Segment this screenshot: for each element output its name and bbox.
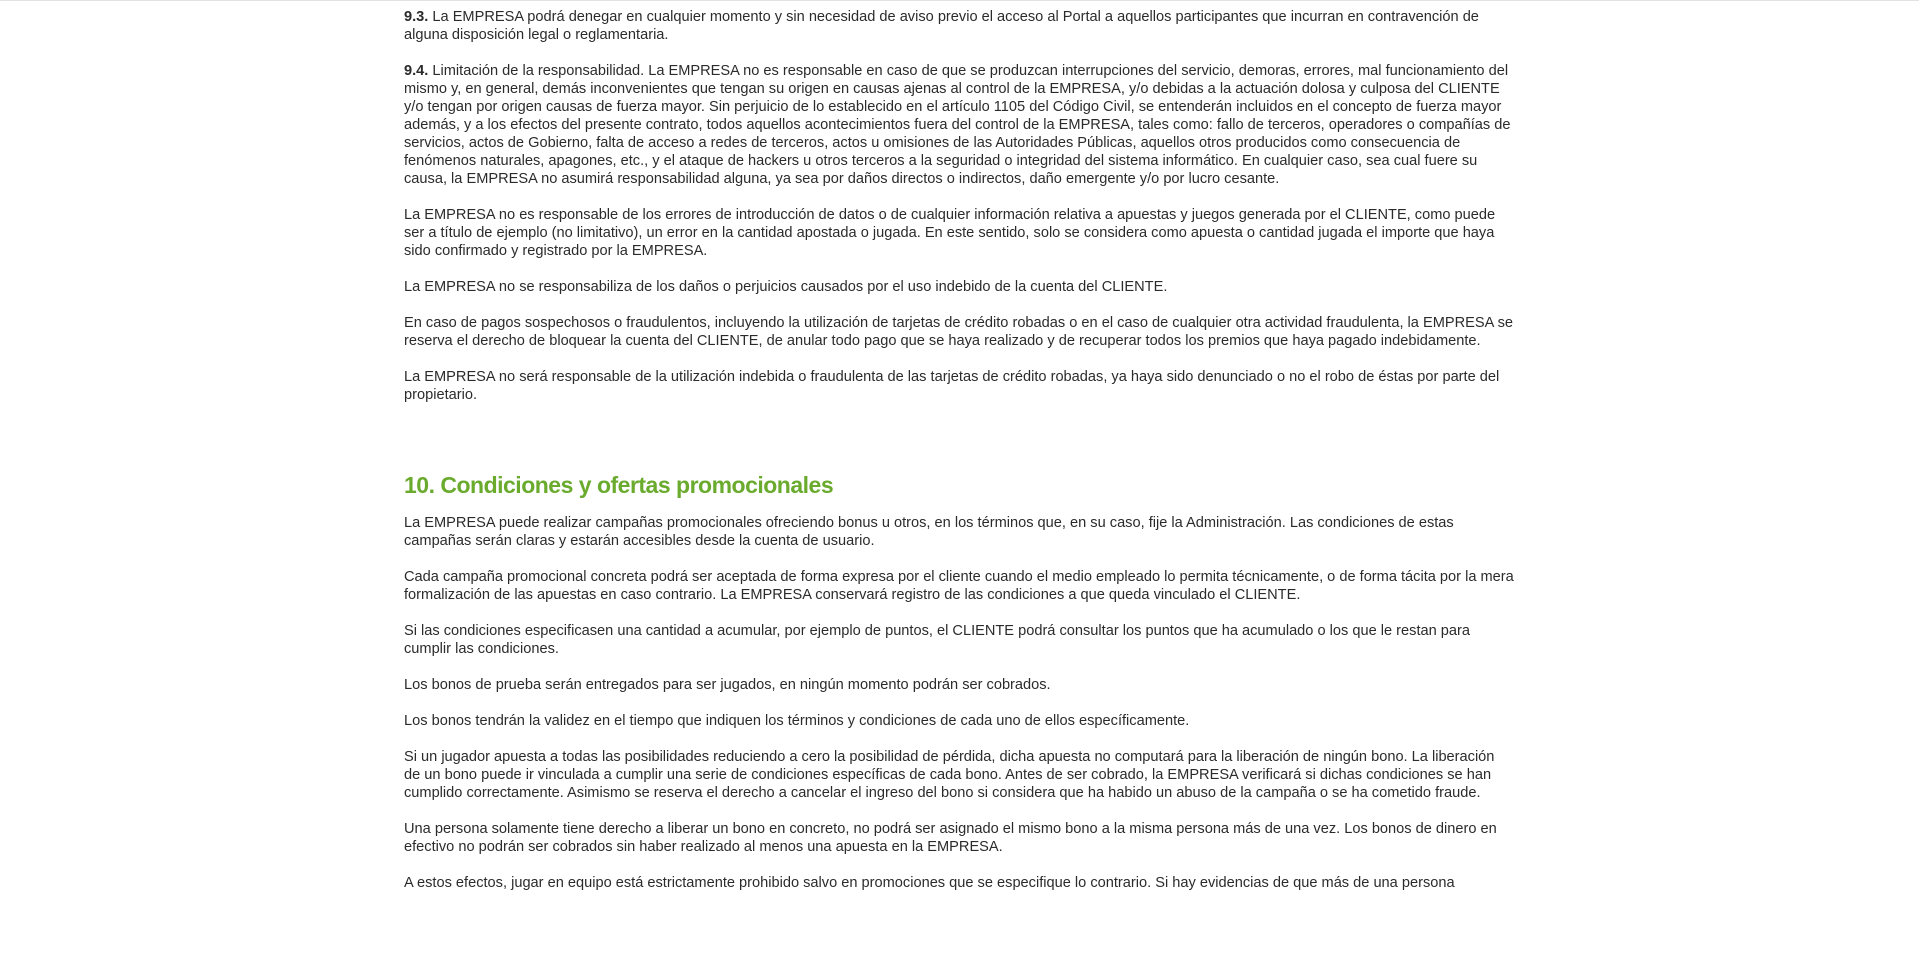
clause-number: 9.4.	[404, 63, 429, 79]
section-heading: 10. Condiciones y ofertas promocionales	[404, 472, 834, 498]
clause-9-4	[404, 62, 1514, 188]
paragraph: Si las condiciones especificasen una cantidad a acumular, por ejemplo de puntos, el CLIENTE podrá consultar los puntos que ha acumulado o los que le restan para cumplir las condiciones.	[404, 623, 1470, 657]
paragraph: A estos efectos, jugar en equipo está estrictamente prohibido salvo en promociones que se especifique lo contrario. Si hay evidencias de que más de una persona	[404, 875, 1455, 891]
paragraph: La EMPRESA no será responsable de la utilización indebida o fraudulenta de las tarjetas de crédito robadas, ya haya sido denunciado o no el robo de éstas por parte del propietario.	[404, 369, 1500, 403]
paragraph: La EMPRESA no es responsable de los errores de introducción de datos o de cualquier información relativa a apuestas y juegos generada por el CLIENTE, como puede ser a título de ejemplo (no limitativo), un error en la cantidad apostada o jugada. En este sentido, solo se considera como apuesta o cantidad jugada el importe que haya sido confirmado y registrado por la EMPRESA.	[404, 207, 1496, 259]
paragraph: La EMPRESA puede realizar campañas promocionales ofreciendo bonus u otros, en los términos que, en su caso, fije la Administración. Las condiciones de estas campañas serán claras y estarán accesibles desde la cuenta de usuario.	[404, 515, 1454, 549]
clause-text: Limitación de la responsabilidad. La EMPRESA no es responsable en caso de que se produzcan interrupciones del servicio, demoras, errores, mal funcionamiento del mismo y, en general, demás inconvenientes que tengan su origen en causas ajenas al control de la EMPRESA, y/o debidas a la actuación dolosa y culposa del CLIENTE y/o tengan por origen causas de fuerza mayor. Sin perjuicio de lo establecido en el artículo 1105 del Código Civil, se entenderán incluidos en el concepto de fuerza mayor además, y a los efectos del presente contrato, todos aquellos acontecimientos fuera del control de la EMPRESA, tales como: fallo de terceros, operadores o compañías de servicios, actos de Gobierno, falta de acceso a redes de terceros, actos u omisiones de las Autoridades Públicas, aquellos otros producidos como consecuencia de fenómenos naturales, apagones, etc., y el ataque de hackers u otros terceros a la seguridad o integridad del sistema informático. En cualquier caso, sea cual fuere su causa, la EMPRESA no asumirá responsabilidad alguna, ya sea por daños directos o indirectos, daño emergente y/o por lucro cesante.	[404, 63, 1511, 187]
paragraph: La EMPRESA no se responsabiliza de los daños o perjuicios causados por el uso indebido de la cuenta del CLIENTE.	[404, 279, 1168, 295]
paragraph: Una persona solamente tiene derecho a liberar un bono en concreto, no podrá ser asignado el mismo bono a la misma persona más de una vez. Los bonos de dinero en efectivo no podrán ser cobrados sin haber realizado al menos una apuesta en la EMPRESA.	[404, 821, 1497, 855]
clause-text: La EMPRESA podrá denegar en cualquier momento y sin necesidad de aviso previo el acceso al Portal a aquellos participantes que incurran en contravención de alguna disposición legal o reglamentaria.	[404, 9, 1479, 43]
paragraph: Los bonos de prueba serán entregados para ser jugados, en ningún momento podrán ser cobrados.	[404, 677, 1051, 693]
paragraph: Si un jugador apuesta a todas las posibilidades reduciendo a cero la posibilidad de pérdida, dicha apuesta no computará para la liberación de ningún bono. La liberación de un bono puede ir vinculada a cumplir una serie de condiciones específicas de cada bono. Antes de ser cobrado, la EMPRESA verificará si dichas condiciones se han cumplido correctamente. Asimismo se reserva el derecho a cancelar el ingreso del bono si considera que ha habido un abuso de la campaña o se ha cometido fraude.	[404, 749, 1495, 801]
clause-9-3	[404, 8, 1514, 44]
section-10-body	[404, 514, 1514, 892]
paragraph: Los bonos tendrán la validez en el tiempo que indiquen los términos y condiciones de cada uno de ellos específicamente.	[404, 713, 1190, 729]
top-divider	[0, 0, 1919, 1]
paragraph: En caso de pagos sospechosos o fraudulentos, incluyendo la utilización de tarjetas de crédito robadas o en el caso de cualquier otra actividad fraudulenta, la EMPRESA se reserva el derecho de bloquear la cuenta del CLIENTE, de anular todo pago que se haya realizado y de recuperar todos los premios que haya pagado indebidamente.	[404, 315, 1513, 349]
paragraph: Cada campaña promocional concreta podrá ser aceptada de forma expresa por el cliente cuando el medio empleado lo permita técnicamente, o de forma tácita por la mera formalización de las apuestas en caso contrario. La EMPRESA conservará registro de las condiciones a que queda vinculado el CLIENTE.	[404, 569, 1514, 603]
clause-number: 9.3.	[404, 9, 429, 25]
terms-content	[404, 8, 1514, 892]
